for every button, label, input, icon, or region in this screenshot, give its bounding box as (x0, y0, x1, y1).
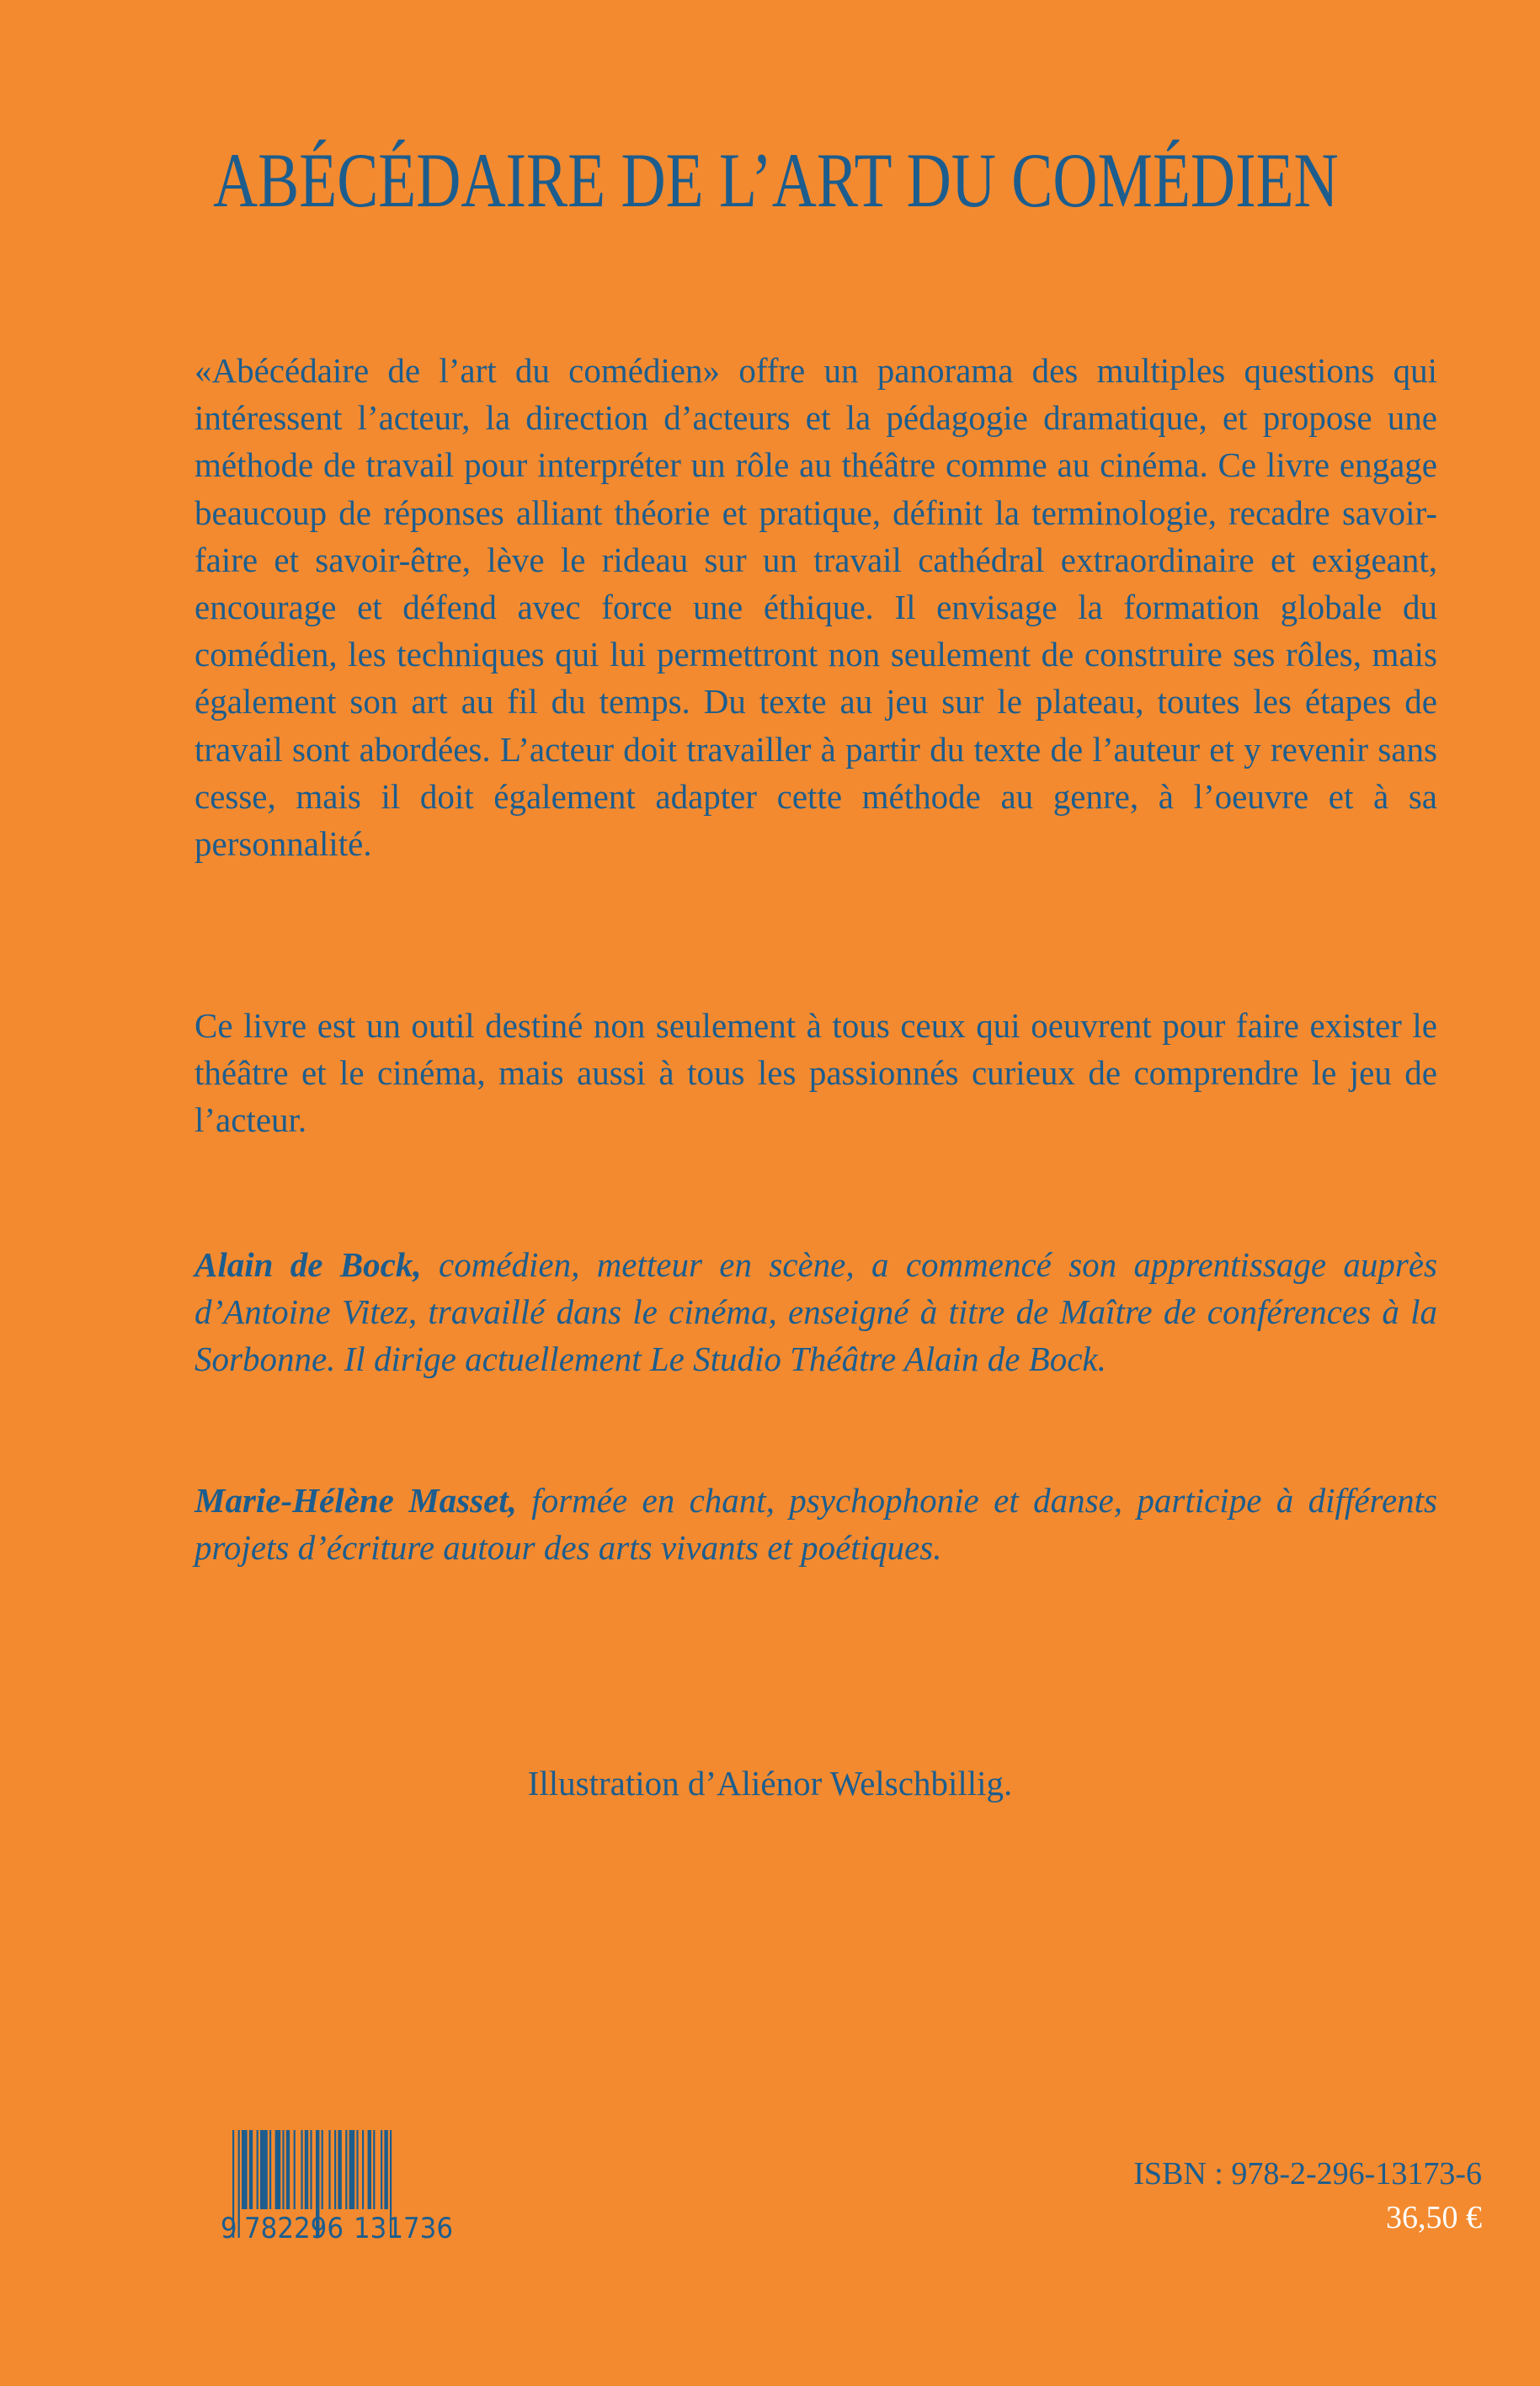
description-paragraph: «Abécédaire de l’art du comédien» offre un panorama des multiples questions qui intéressent l’acteur, la direction d’acteurs et la pédagogie dramatique, et propose une méthode de travail pour interpréter un rôle au théâtre comme au cinéma. Ce livre engage beaucoup de réponses alliant théorie et pratique, définit la terminologie, recadre savoir-faire et savoir-être, lève le rideau sur un travail cathédral extraordinaire et exigeant, encourage et défend avec force une éthique. Il envisage la formation globale du comédien, les techniques qui lui permettront non seulement de construire ses rôles, mais également son art au fil du temps. Du texte au jeu sur le plateau, toutes les étapes de travail sont abordées. L’acteur doit travailler à partir du texte de l’auteur et y revenir sans cesse, mais il doit également adapter cette méthode au genre, à l’oeuvre et à sa personnalité. (194, 351, 1437, 864)
barcode-bar (381, 2130, 382, 2209)
isbn: ISBN : 978-2-296-13173-6 (1133, 2156, 1482, 2192)
author-bio-text: formée en chant, psychophonie et danse, participe à différents projets d’écriture autour des arts vivants et poétiques. (194, 1481, 1437, 1568)
barcode-bar (238, 2130, 240, 2238)
author-bio-alain (194, 1241, 1437, 1383)
price: 36,50 € (1386, 2200, 1482, 2235)
barcode-bar (286, 2130, 290, 2209)
barcode-bar (373, 2130, 375, 2209)
barcode-digits-right: 131736 (354, 2212, 453, 2241)
barcode-bar (269, 2130, 271, 2209)
book-title: ABÉCÉDAIRE DE L’ART DU COMÉDIEN (213, 137, 1339, 223)
illustration-credit: Illustration d’Aliénor Welschbillig. (527, 1764, 1013, 1803)
barcode-bar (257, 2130, 258, 2209)
author-bio-text: comédien, metteur en scène, a commencé son apprentissage auprès d’Antoine Vitez, travaillé dans le cinéma, enseigné à titre de Maître de conférences à la Sorbonne. Il dirige actuellement Le Studio Théâtre Alain de Bock. (194, 1245, 1437, 1379)
barcode-bar (249, 2130, 253, 2209)
author-name: Alain de Bock, (194, 1245, 422, 1284)
author-bio-marie (194, 1477, 1437, 1571)
barcode-bar (294, 2130, 296, 2209)
barcode-bar (260, 2130, 268, 2209)
barcode-bar (275, 2130, 281, 2209)
barcode-bar (384, 2130, 387, 2209)
barcode-bar (242, 2130, 248, 2209)
author-name: Marie-Hélène Masset, (194, 1481, 517, 1520)
barcode-bar (328, 2130, 330, 2209)
barcode-bar (301, 2130, 302, 2209)
barcode (221, 2130, 473, 2241)
barcode-bar (322, 2130, 323, 2209)
barcode-bar (334, 2130, 336, 2209)
barcode-bar (362, 2130, 364, 2209)
barcode-bar (282, 2130, 284, 2209)
barcode-bar (356, 2130, 358, 2209)
barcode-bar (305, 2130, 308, 2209)
audience-paragraph: Ce livre est un outil destiné non seulement à tous ceux qui oeuvrent pour faire exister le théâtre et le cinéma, mais aussi à tous les passionnés curieux de comprendre le jeu de l’acteur. (194, 1006, 1437, 1140)
barcode-bar (338, 2130, 341, 2209)
barcode-bar (310, 2130, 312, 2209)
barcode-bar (349, 2130, 355, 2209)
barcode-digits-left: 782296 (244, 2212, 344, 2241)
barcode-bar (345, 2130, 347, 2209)
barcode-bar (368, 2130, 371, 2209)
barcode-digit-first: 9 (221, 2212, 237, 2241)
